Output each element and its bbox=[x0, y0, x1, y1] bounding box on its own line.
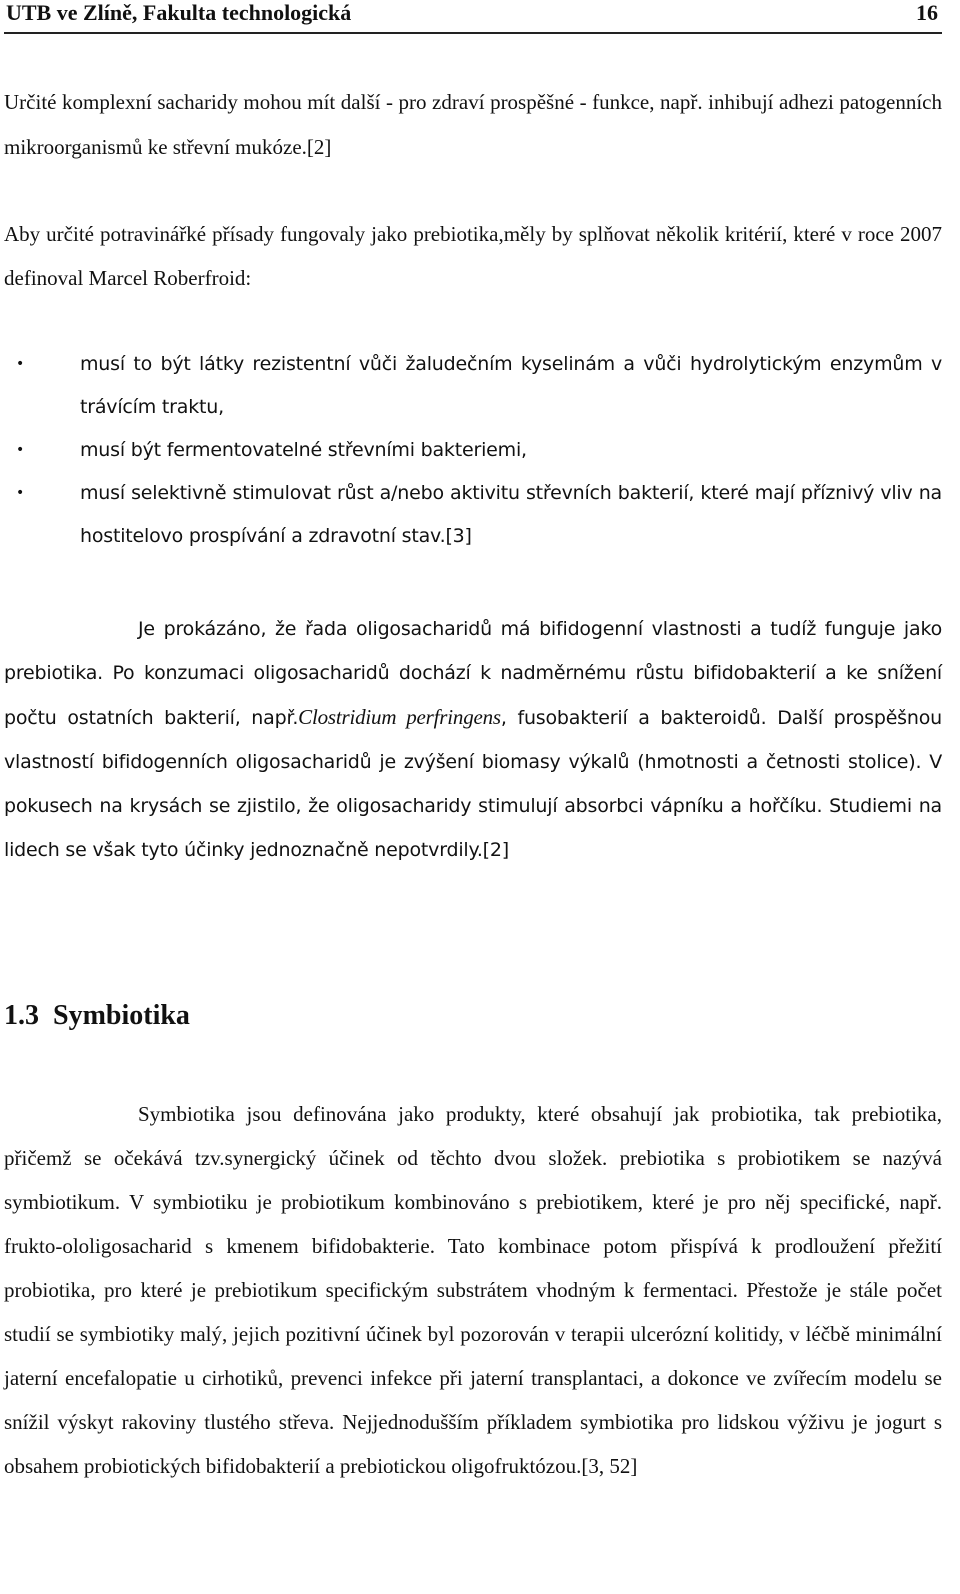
list-item bbox=[4, 343, 942, 429]
section-heading bbox=[4, 1000, 190, 1032]
list-item-text: musí být fermentovatelné střevními bakteriemi, bbox=[80, 439, 527, 461]
paragraph-1: Určité komplexní sacharidy mohou mít další - pro zdraví prospěšné - funkce, např. inhibují adhezi patogenních mikroorganismů ke střevní mukóze.[2] bbox=[4, 90, 942, 159]
header-title: UTB ve Zlíně, Fakulta technologická bbox=[6, 0, 352, 25]
list-item bbox=[4, 472, 942, 558]
page-number: 16 bbox=[916, 0, 938, 25]
bullet-icon: • bbox=[16, 356, 25, 372]
list-item bbox=[4, 429, 942, 472]
paragraph-3-text-a: Je prokázáno, že řada oligosacharidů má bifidogenní vlastnosti a tudíž funguje jako prebiotika. Po konzumaci oligosacharidů dochází k nadměrnému růstu bifidobakterií a ke snížení počtu ostatních bakterií, např. bbox=[4, 618, 942, 729]
species-name: Clostridium perfringens bbox=[298, 705, 501, 729]
list-item-text: musí selektivně stimulovat růst a/nebo aktivitu střevních bakterií, které mají příznivý vliv na hostitelovo prospívání a zdravotní stav.[3] bbox=[80, 482, 942, 547]
paragraph-4-text: Symbiotika jsou definována jako produkty, které obsahují jak probiotika, tak prebiotika, přičemž se očekává tzv.synergický účinek od těchto dvou složek. prebiotika s probiotikem se nazývá symbiotikum. V symbiotiku je probiotikum kombinováno s prebiotikem, které je pro něj specifické, např. frukto-ololigosacharid s kmenem bifidobakterie. Tato kombinace potom přispívá k prodloužení přežití probiotika, pro které je prebiotikum specifickým substrátem vhodným k fermentaci. Přestože je stále počet studií se symbiotiky malý, jejich pozitivní účinek byl pozorován v terapii ulcerózní kolitidy, v léčbě minimální jaterní encefalopatie u cirhotiků, prevenci infekce při jaterní transplantaci, a dokonce ve zvířecím modelu se snížil výskyt rakoviny tlustého střeva. Nejjednodušším příkladem symbiotika pro lidskou výživu je jogurt s obsahem probiotických bifidobakterií a prebiotickou oligofruktózou.[3, 52] bbox=[4, 1102, 942, 1478]
paragraph-4 bbox=[4, 1092, 942, 1488]
criteria-list bbox=[4, 343, 942, 558]
list-item-text: musí to být látky rezistentní vůči žaludečním kyselinám a vůči hydrolytickým enzymům v trávícím traktu, bbox=[80, 353, 942, 418]
page-header bbox=[4, 0, 942, 34]
section-title: Symbiotika bbox=[53, 1000, 190, 1031]
paragraph-3 bbox=[4, 607, 942, 872]
paragraph-2: Aby určité potravinářké přísady fungovaly jako prebiotika,měly by splňovat několik kritérií, které v roce 2007 definoval Marcel Roberfroid: bbox=[4, 222, 942, 290]
paragraph-3-text-b: , fusobakterií a bakteroidů. Další prospěšnou vlastností bifidogenních oligosacharidů je zvýšení biomasy výkalů (hmotnosti a četnosti stolice). V pokusech na krysách se zjistilo, že oligosacharidy stimulují absorbci vápníku a hořčíku. Studiemi na lidech se však tyto účinky jednoznačně nepotvrdily.[2] bbox=[4, 707, 942, 861]
section-number: 1.3 bbox=[4, 1000, 39, 1031]
bullet-icon: • bbox=[16, 442, 25, 458]
bullet-icon: • bbox=[16, 485, 25, 501]
